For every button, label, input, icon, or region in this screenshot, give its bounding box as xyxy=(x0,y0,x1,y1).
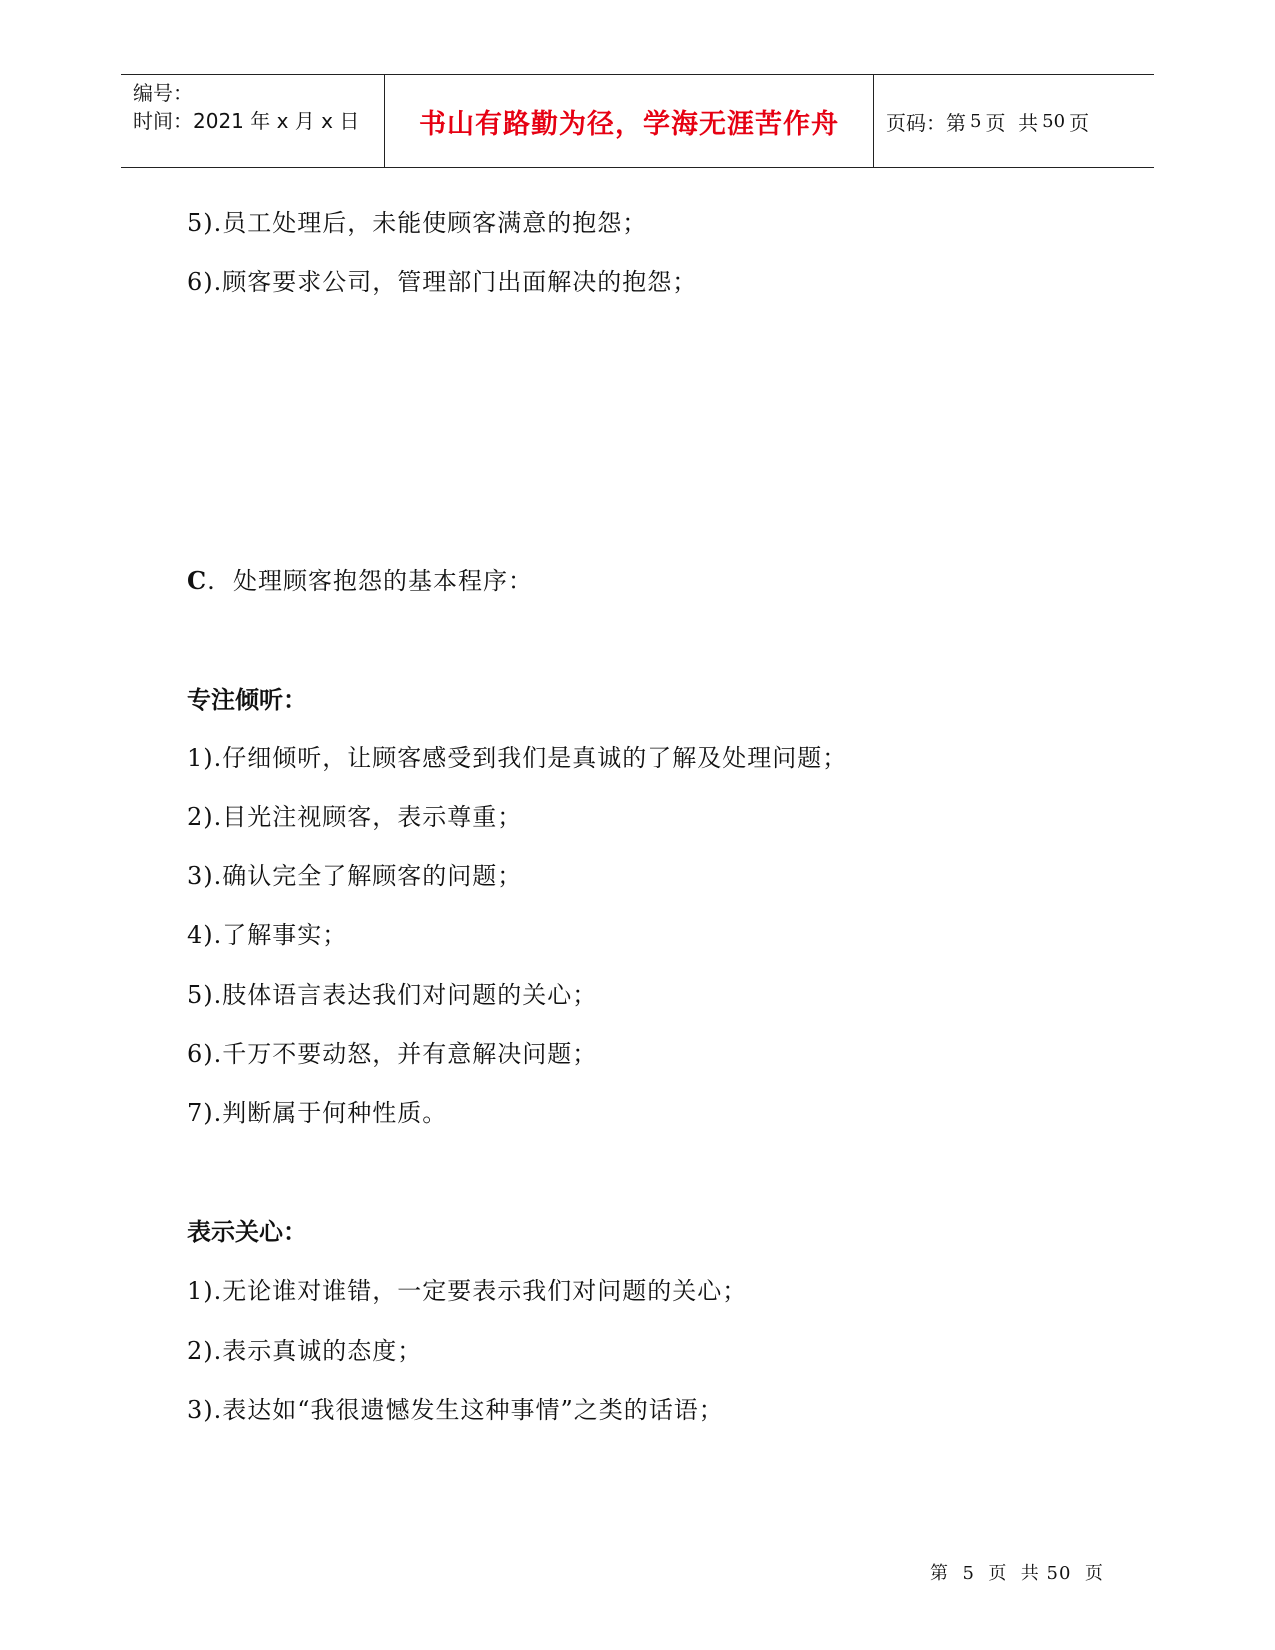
list-item: 1).无论谁对谁错，一定要表示我们对问题的关心； xyxy=(187,1277,748,1305)
list-item: 3).表达如“我很遗憾发生这种事情”之类的话语； xyxy=(187,1396,724,1424)
header-page-total: 50 xyxy=(1042,110,1066,132)
list-item: 6).顾客要求公司，管理部门出面解决的抱怨； xyxy=(187,268,698,296)
show-concern-heading: 表示关心： xyxy=(187,1218,307,1246)
list-item: 1).仔细倾听，让顾客感受到我们是真诚的了解及处理问题； xyxy=(187,744,848,772)
page-header xyxy=(121,74,1154,168)
section-c-letter: C xyxy=(187,566,208,595)
focus-listening-heading: 专注倾听： xyxy=(187,686,307,714)
list-item: 7).判断属于何种性质。 xyxy=(187,1099,448,1127)
header-page-cell xyxy=(874,75,1154,167)
list-item: 2).目光注视顾客，表示尊重； xyxy=(187,803,523,831)
header-page-middle: 页 共 xyxy=(985,110,1039,135)
list-item: 5).员工处理后，未能使顾客满意的抱怨； xyxy=(187,209,648,237)
section-c-text: . 处理顾客抱怨的基本程序： xyxy=(207,567,533,595)
header-page-prefix: 页码：第 xyxy=(886,110,966,135)
header-page-suffix: 页 xyxy=(1069,110,1090,135)
document-time-label: 时间：2021 年 x 月 x 日 xyxy=(133,109,360,133)
list-item: 5).肢体语言表达我们对问题的关心； xyxy=(187,981,598,1009)
header-meta-cell xyxy=(121,75,385,167)
header-motto: 书山有路勤为径，学海无涯苦作舟 xyxy=(419,108,839,140)
page-footer: 第 5 页 共 50 页 xyxy=(930,1563,1104,1584)
header-page-current: 5 xyxy=(970,110,982,132)
list-item: 2).表示真诚的态度； xyxy=(187,1337,423,1365)
list-item: 4).了解事实； xyxy=(187,921,348,949)
list-item: 3).确认完全了解顾客的问题； xyxy=(187,862,523,890)
header-motto-cell xyxy=(385,75,874,167)
section-c-title xyxy=(187,561,533,596)
list-item: 6).千万不要动怒，并有意解决问题； xyxy=(187,1040,598,1068)
document-number-label: 编号： xyxy=(133,81,193,105)
